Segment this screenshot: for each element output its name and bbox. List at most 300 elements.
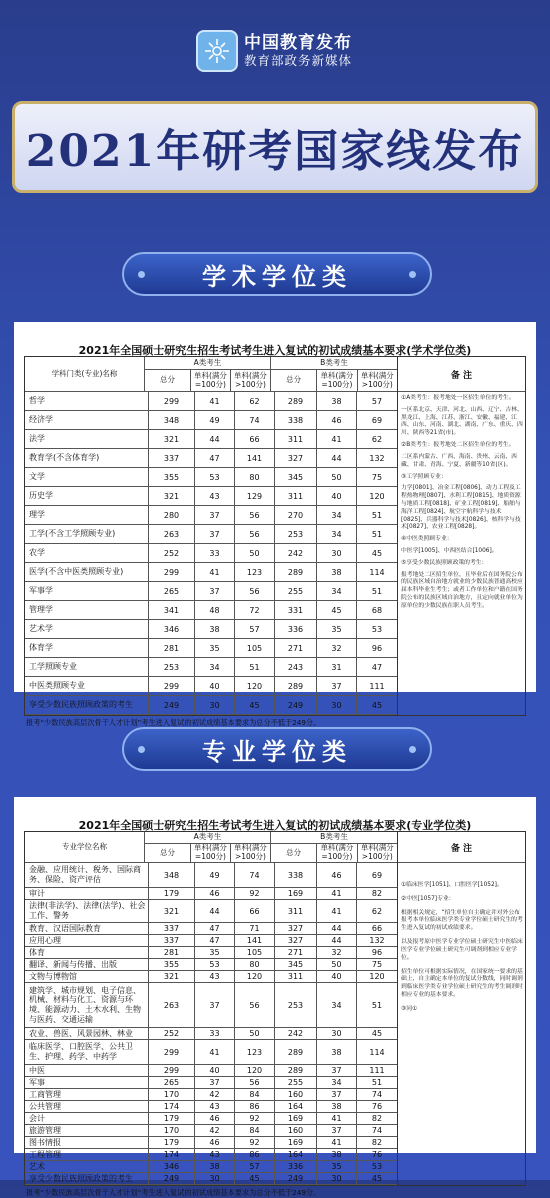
section-title-academic: 学术学位类 [202, 262, 352, 291]
row-score: 56 [235, 582, 275, 600]
row-score: 92 [235, 888, 275, 899]
row-score: 35 [195, 947, 235, 958]
row-score: 337 [149, 935, 195, 946]
table-row [25, 1137, 397, 1149]
row-score: 48 [195, 601, 235, 619]
row-score: 263 [149, 983, 195, 1027]
header-total: 总分 [145, 370, 191, 391]
row-score: 46 [317, 411, 357, 429]
row-score: 336 [275, 1161, 317, 1172]
row-score: 271 [275, 639, 317, 657]
row-score: 34 [317, 506, 357, 524]
row-score: 38 [317, 1101, 357, 1112]
row-score: 92 [235, 1113, 275, 1124]
row-score: 120 [235, 677, 275, 695]
note-line: 一区系北京、天津、河北、山西、辽宁、吉林、黑龙江、上海、江苏、浙江、安徽、福建、江西、山东、河南、湖北、湖南、广东、重庆、四川、陕西等21省(市)。 [401, 406, 523, 437]
section-band-professional [122, 727, 432, 771]
row-subject-name: 工程管理 [25, 1149, 149, 1160]
row-score: 74 [235, 863, 275, 887]
row-score: 331 [275, 601, 317, 619]
row-score: 75 [371, 472, 383, 482]
row-subject-name: 体育学 [25, 639, 149, 657]
academic-score-table [24, 356, 398, 716]
row-score: 160 [275, 1089, 317, 1100]
row-score: 74 [235, 411, 275, 429]
row-score: 255 [275, 1077, 317, 1088]
row-score: 123 [235, 563, 275, 581]
row-score: 252 [149, 544, 195, 562]
row-score: 170 [149, 1089, 195, 1100]
row-score: 80 [235, 959, 275, 970]
row-score: 243 [275, 658, 317, 676]
row-score: 132 [369, 936, 385, 945]
row-score: 69 [371, 870, 383, 880]
row-score: 111 [369, 1066, 385, 1075]
row-score: 120 [369, 491, 385, 501]
note-line: ③工学照顾专业： [401, 473, 447, 480]
table-title: 2021年全国硕士研究生招生考试考生进入复试的初试成绩基本要求(专业学位类) [78, 819, 472, 832]
row-score: 348 [149, 863, 195, 887]
row-score: 355 [149, 468, 195, 486]
row-score: 69 [371, 415, 383, 425]
row-score: 47 [371, 662, 383, 672]
table-row [25, 1113, 397, 1125]
row-score: 34 [317, 582, 357, 600]
row-score: 327 [275, 935, 317, 946]
row-subject-name: 农业、兽医、风景园林、林业 [25, 1028, 149, 1039]
row-score: 33 [195, 544, 235, 562]
row-score: 179 [149, 888, 195, 899]
table-row [25, 1077, 397, 1089]
row-score: 170 [149, 1125, 195, 1136]
row-score: 37 [195, 582, 235, 600]
table-row [25, 947, 397, 959]
row-score: 281 [149, 639, 195, 657]
row-score: 62 [371, 906, 383, 916]
row-subject-name: 农学 [25, 544, 149, 562]
row-score: 34 [317, 525, 357, 543]
table-row [25, 677, 397, 696]
row-score: 40 [317, 971, 357, 982]
row-subject-name: 教育学(不含体育学) [25, 449, 149, 467]
row-subject-name: 工学(不含工学照顾专业) [25, 525, 149, 543]
row-score: 299 [149, 563, 195, 581]
professional-score-panel [14, 797, 536, 1197]
note-line: 以及报考原中医学专业学位硕士研究生中医临床医学专业学位硕士研究生可调剂到相应专业学位。 [401, 939, 523, 961]
note-line: 力学[0801]、冶金工程[0806]、动力工程及工程热物理[0807]、水利工程[0815]、地质资源与地质工程[0818]、矿业工程[0819]、船舶与海洋工程[0824]、航空宇航科学与技术[0825]、兵器科学与技术[0826]、核科学与技术[0827]、农业工程[0828]。 [401, 485, 521, 531]
row-score: 71 [235, 923, 275, 934]
row-score: 255 [275, 582, 317, 600]
row-subject-name: 体育 [25, 947, 149, 958]
row-score: 132 [369, 453, 385, 463]
row-score: 41 [195, 563, 235, 581]
row-subject-name: 法律(非法学)、法律(法学)、社会工作、警务 [25, 900, 149, 922]
row-subject-name: 审计 [25, 888, 149, 899]
row-score: 45 [371, 700, 383, 710]
row-score: 51 [371, 586, 383, 596]
row-subject-name: 应用心理 [25, 935, 149, 946]
row-score: 47 [195, 449, 235, 467]
table-title: 2021年全国硕士研究生招生考试考生进入复试的初试成绩基本要求(学术学位类) [78, 344, 472, 357]
row-score: 37 [317, 1065, 357, 1076]
row-subject-name: 艺术 [25, 1161, 149, 1172]
row-subject-name: 管理学 [25, 601, 149, 619]
row-score: 82 [371, 1114, 383, 1123]
row-score: 41 [317, 430, 357, 448]
table-row [25, 563, 397, 582]
row-score: 50 [235, 1028, 275, 1039]
header-total: 总分 [271, 370, 317, 391]
logo-emblem-icon [196, 30, 238, 72]
logo-title: 中国教育发布 [244, 33, 352, 54]
row-score: 174 [149, 1101, 195, 1112]
row-score: 56 [235, 525, 275, 543]
row-score: 30 [317, 1173, 357, 1184]
row-score: 271 [275, 947, 317, 958]
row-score: 41 [317, 1137, 357, 1148]
row-score: 45 [235, 1173, 275, 1184]
row-score: 50 [317, 468, 357, 486]
row-subject-name: 教育、汉语国际教育 [25, 923, 149, 934]
table-row [25, 1028, 397, 1040]
row-score: 43 [195, 1101, 235, 1112]
row-score: 38 [195, 620, 235, 638]
note-line: ④中医类照顾专业： [401, 536, 453, 543]
header-single-over-100: 单科(满分>100分) [360, 843, 394, 861]
row-score: 35 [195, 639, 235, 657]
row-score: 30 [195, 1173, 235, 1184]
table-row [25, 658, 397, 677]
row-score: 321 [149, 900, 195, 922]
row-subject-name: 翻译、新闻与传播、出版 [25, 959, 149, 970]
row-score: 41 [195, 392, 235, 410]
header-b-class: B类考生 [271, 832, 397, 844]
header-single-over-100: 单科(满分>100分) [234, 370, 267, 389]
row-subject-name: 工学照顾专业 [25, 658, 149, 676]
note-line: 招生单位可根据实际情况，在国家统一要求的基础上，自主确定本单位的复试分数线，同时调剂到临床医学类专业学位硕士研究生的考生调剂时相应专业的基本要求。 [401, 968, 523, 998]
row-score: 249 [149, 1173, 195, 1184]
row-score: 348 [149, 411, 195, 429]
note-line: ②中医[1057]专业： [401, 895, 455, 902]
table-row [25, 1089, 397, 1101]
row-score: 299 [149, 392, 195, 410]
row-score: 289 [275, 392, 317, 410]
row-score: 114 [369, 567, 385, 577]
table-row [25, 1040, 397, 1065]
row-score: 311 [275, 487, 317, 505]
row-score: 37 [195, 983, 235, 1027]
row-score: 345 [275, 468, 317, 486]
band-ornament-icon [409, 746, 416, 753]
row-score: 72 [235, 601, 275, 619]
row-score: 289 [275, 677, 317, 695]
row-score: 68 [371, 605, 383, 615]
header-total: 总分 [145, 844, 191, 862]
academic-score-panel [14, 322, 536, 727]
row-score: 86 [235, 1101, 275, 1112]
row-score: 169 [275, 888, 317, 899]
row-score: 44 [317, 449, 357, 467]
row-score: 51 [235, 658, 275, 676]
row-score: 253 [275, 525, 317, 543]
row-score: 33 [195, 1028, 235, 1039]
row-score: 42 [195, 1125, 235, 1136]
row-score: 47 [195, 935, 235, 946]
row-score: 43 [195, 971, 235, 982]
table-row [25, 430, 397, 449]
row-subject-name: 中医类照顾专业 [25, 677, 149, 695]
table-row [25, 888, 397, 900]
row-subject-name: 享受少数民族照顾政策的考生 [25, 1173, 149, 1184]
row-score: 179 [149, 1137, 195, 1148]
row-score: 321 [149, 430, 195, 448]
row-score: 53 [195, 468, 235, 486]
row-score: 336 [275, 620, 317, 638]
row-score: 355 [149, 959, 195, 970]
row-score: 84 [235, 1125, 275, 1136]
row-score: 40 [195, 677, 235, 695]
row-score: 346 [149, 620, 195, 638]
row-score: 321 [149, 487, 195, 505]
notes-column [398, 356, 526, 716]
row-score: 50 [317, 959, 357, 970]
row-score: 38 [317, 392, 357, 410]
band-ornament-icon [138, 746, 145, 753]
row-score: 123 [235, 1040, 275, 1064]
note-line: ②B类考生：报考地处二区招生单位的考生。 [401, 442, 515, 449]
row-score: 253 [149, 658, 195, 676]
row-score: 82 [371, 889, 383, 898]
row-subject-name: 工商管理 [25, 1089, 149, 1100]
row-subject-name: 军事 [25, 1077, 149, 1088]
row-score: 51 [371, 1000, 383, 1010]
row-score: 34 [195, 658, 235, 676]
row-score: 57 [235, 620, 275, 638]
row-subject-name: 公共管理 [25, 1101, 149, 1112]
row-score: 311 [275, 430, 317, 448]
row-subject-name: 经济学 [25, 411, 149, 429]
row-score: 38 [317, 1149, 357, 1160]
row-score: 53 [371, 1162, 383, 1171]
row-score: 111 [369, 681, 385, 691]
footnote: 报考“少数民族高层次骨干人才计划”考生进入复试的初试成绩基本要求为总分不低于249分。 [26, 718, 321, 727]
row-score: 281 [149, 947, 195, 958]
row-score: 66 [235, 900, 275, 922]
row-score: 120 [235, 1065, 275, 1076]
row-score: 49 [195, 863, 235, 887]
row-score: 242 [275, 1028, 317, 1039]
note-line: 根据相关规定，“招生单位自主确定并对外公布报考本单位临床医学类专业学位硕士研究生的考生进入复试的初试成绩要求。 [401, 909, 523, 932]
row-score: 32 [317, 947, 357, 958]
row-subject-name: 法学 [25, 430, 149, 448]
header-group-b [271, 357, 397, 391]
header-subject: 学科门类(专业)名称 [25, 357, 145, 391]
row-subject-name: 医学(不含中医类照顾专业) [25, 563, 149, 581]
header-group-b [271, 832, 397, 862]
table-row [25, 1161, 397, 1173]
row-score: 164 [275, 1149, 317, 1160]
notes-text [401, 882, 523, 1020]
page-title: 2021年研考国家线发布 [25, 126, 525, 177]
table-row [25, 935, 397, 947]
row-score: 321 [149, 971, 195, 982]
row-score: 44 [195, 900, 235, 922]
row-score: 120 [235, 971, 275, 982]
table-row [25, 1149, 397, 1161]
row-score: 280 [149, 506, 195, 524]
row-score: 56 [235, 506, 275, 524]
row-score: 62 [371, 434, 383, 444]
row-score: 41 [317, 888, 357, 899]
table-row [25, 544, 397, 563]
row-score: 249 [275, 696, 317, 714]
row-score: 92 [235, 1137, 275, 1148]
table-row [25, 900, 397, 923]
table-row [25, 487, 397, 506]
row-score: 114 [369, 1047, 385, 1057]
row-score: 263 [149, 525, 195, 543]
header-group-a [145, 832, 271, 862]
row-score: 327 [275, 923, 317, 934]
row-subject-name: 临床医学、口腔医学、公共卫生、护理、药学、中药学 [25, 1040, 149, 1064]
row-score: 38 [317, 563, 357, 581]
brand-logo [196, 27, 364, 75]
logo-subtitle: 教育部政务新媒体 [244, 52, 353, 68]
header-b-class: B类考生 [271, 357, 397, 370]
header-a-class: A类考生 [145, 357, 270, 370]
row-score: 120 [369, 972, 385, 981]
row-subject-name: 文物与博物馆 [25, 971, 149, 982]
row-score: 51 [371, 529, 383, 539]
row-score: 37 [195, 1077, 235, 1088]
row-subject-name: 图书情报 [25, 1137, 149, 1148]
row-score: 66 [235, 430, 275, 448]
row-score: 253 [275, 983, 317, 1027]
row-score: 129 [235, 487, 275, 505]
row-score: 141 [235, 449, 275, 467]
section-band-academic [122, 252, 432, 296]
row-score: 37 [195, 506, 235, 524]
notes-header: 备 注 [398, 832, 525, 863]
table-row [25, 506, 397, 525]
table-row [25, 525, 397, 544]
row-score: 56 [235, 983, 275, 1027]
header-a-class: A类考生 [145, 832, 270, 844]
row-score: 345 [275, 959, 317, 970]
row-subject-name: 享受少数民族照顾政策的考生 [25, 696, 149, 714]
row-score: 45 [371, 1029, 383, 1038]
row-score: 75 [371, 960, 383, 969]
row-score: 289 [275, 563, 317, 581]
row-score: 46 [195, 888, 235, 899]
row-subject-name: 金融、应用统计、税务、国际商务、保险、资产评估 [25, 863, 149, 887]
row-score: 45 [235, 696, 275, 714]
notes-column [398, 831, 526, 1186]
row-subject-name: 理学 [25, 506, 149, 524]
row-score: 74 [371, 1090, 383, 1099]
row-subject-name: 建筑学、城市规划、电子信息、机械、材料与化工、资源与环境、能源动力、土木水利、生物与医药、交通运输 [25, 983, 149, 1027]
row-score: 105 [235, 947, 275, 958]
row-subject-name: 旅游管理 [25, 1125, 149, 1136]
header-single-100: 单科(满分=100分) [317, 370, 357, 391]
row-subject-name: 军事学 [25, 582, 149, 600]
header-single-100: 单科(满分=100分) [191, 370, 231, 391]
row-score: 45 [371, 548, 383, 558]
header-subject: 专业学位名称 [25, 832, 145, 862]
row-score: 50 [235, 544, 275, 562]
table-row [25, 959, 397, 971]
note-line: ①临床医学[1051]、口腔医学[1052]。 [401, 882, 503, 888]
row-score: 30 [317, 544, 357, 562]
row-score: 37 [317, 1089, 357, 1100]
row-score: 338 [275, 411, 317, 429]
row-score: 37 [317, 1125, 357, 1136]
table-row [25, 1065, 397, 1077]
row-score: 35 [317, 1161, 357, 1172]
header-total: 总分 [271, 844, 317, 862]
row-score: 44 [195, 430, 235, 448]
row-score: 43 [195, 487, 235, 505]
row-score: 80 [235, 468, 275, 486]
row-score: 44 [317, 923, 357, 934]
table-row [25, 1101, 397, 1113]
row-score: 35 [317, 620, 357, 638]
row-score: 179 [149, 1113, 195, 1124]
row-score: 32 [317, 639, 357, 657]
row-score: 30 [317, 1028, 357, 1039]
note-line: ①A类考生：报考地处一区招生单位的考生。 [401, 395, 515, 401]
row-score: 346 [149, 1161, 195, 1172]
row-score: 44 [317, 935, 357, 946]
row-subject-name: 哲学 [25, 392, 149, 410]
band-ornament-icon [138, 271, 145, 278]
table-row [25, 923, 397, 935]
row-score: 76 [371, 1102, 383, 1111]
table-row [25, 1125, 397, 1137]
note-line: 中医学[1005]、中西医结合[1006]。 [401, 548, 498, 554]
row-score: 289 [275, 1065, 317, 1076]
row-score: 57 [371, 396, 383, 406]
row-score: 42 [195, 1089, 235, 1100]
row-score: 169 [275, 1113, 317, 1124]
row-subject-name: 文学 [25, 468, 149, 486]
header-single-100: 单科(满分=100分) [191, 844, 231, 862]
row-score: 265 [149, 1077, 195, 1088]
row-score: 30 [195, 696, 235, 714]
row-subject-name: 历史学 [25, 487, 149, 505]
row-score: 34 [317, 983, 357, 1027]
header-single-100: 单科(满分=100分) [317, 844, 357, 862]
row-score: 45 [317, 601, 357, 619]
header-single-over-100: 单科(满分>100分) [360, 370, 394, 389]
table-row [25, 392, 397, 411]
row-score: 43 [195, 1149, 235, 1160]
row-score: 289 [275, 1040, 317, 1064]
row-score: 105 [235, 639, 275, 657]
note-line: 报考地处二区招生单位，且毕业后在国务院公布的民族区域自治地方就业的少数民族普通高校应届本科毕业生考生；或者工作单位和户籍在国务院公布的民族区域自治地方，且定向就业单位为原单位的少数民族在职人员考生。 [401, 571, 523, 609]
row-score: 82 [371, 1138, 383, 1147]
row-score: 141 [235, 935, 275, 946]
row-score: 31 [317, 658, 357, 676]
row-score: 299 [149, 677, 195, 695]
row-score: 74 [371, 1126, 383, 1135]
row-score: 96 [371, 948, 383, 957]
row-score: 47 [195, 923, 235, 934]
row-subject-name: 艺术学 [25, 620, 149, 638]
row-score: 38 [195, 1161, 235, 1172]
row-score: 62 [235, 392, 275, 410]
row-score: 96 [371, 643, 383, 653]
